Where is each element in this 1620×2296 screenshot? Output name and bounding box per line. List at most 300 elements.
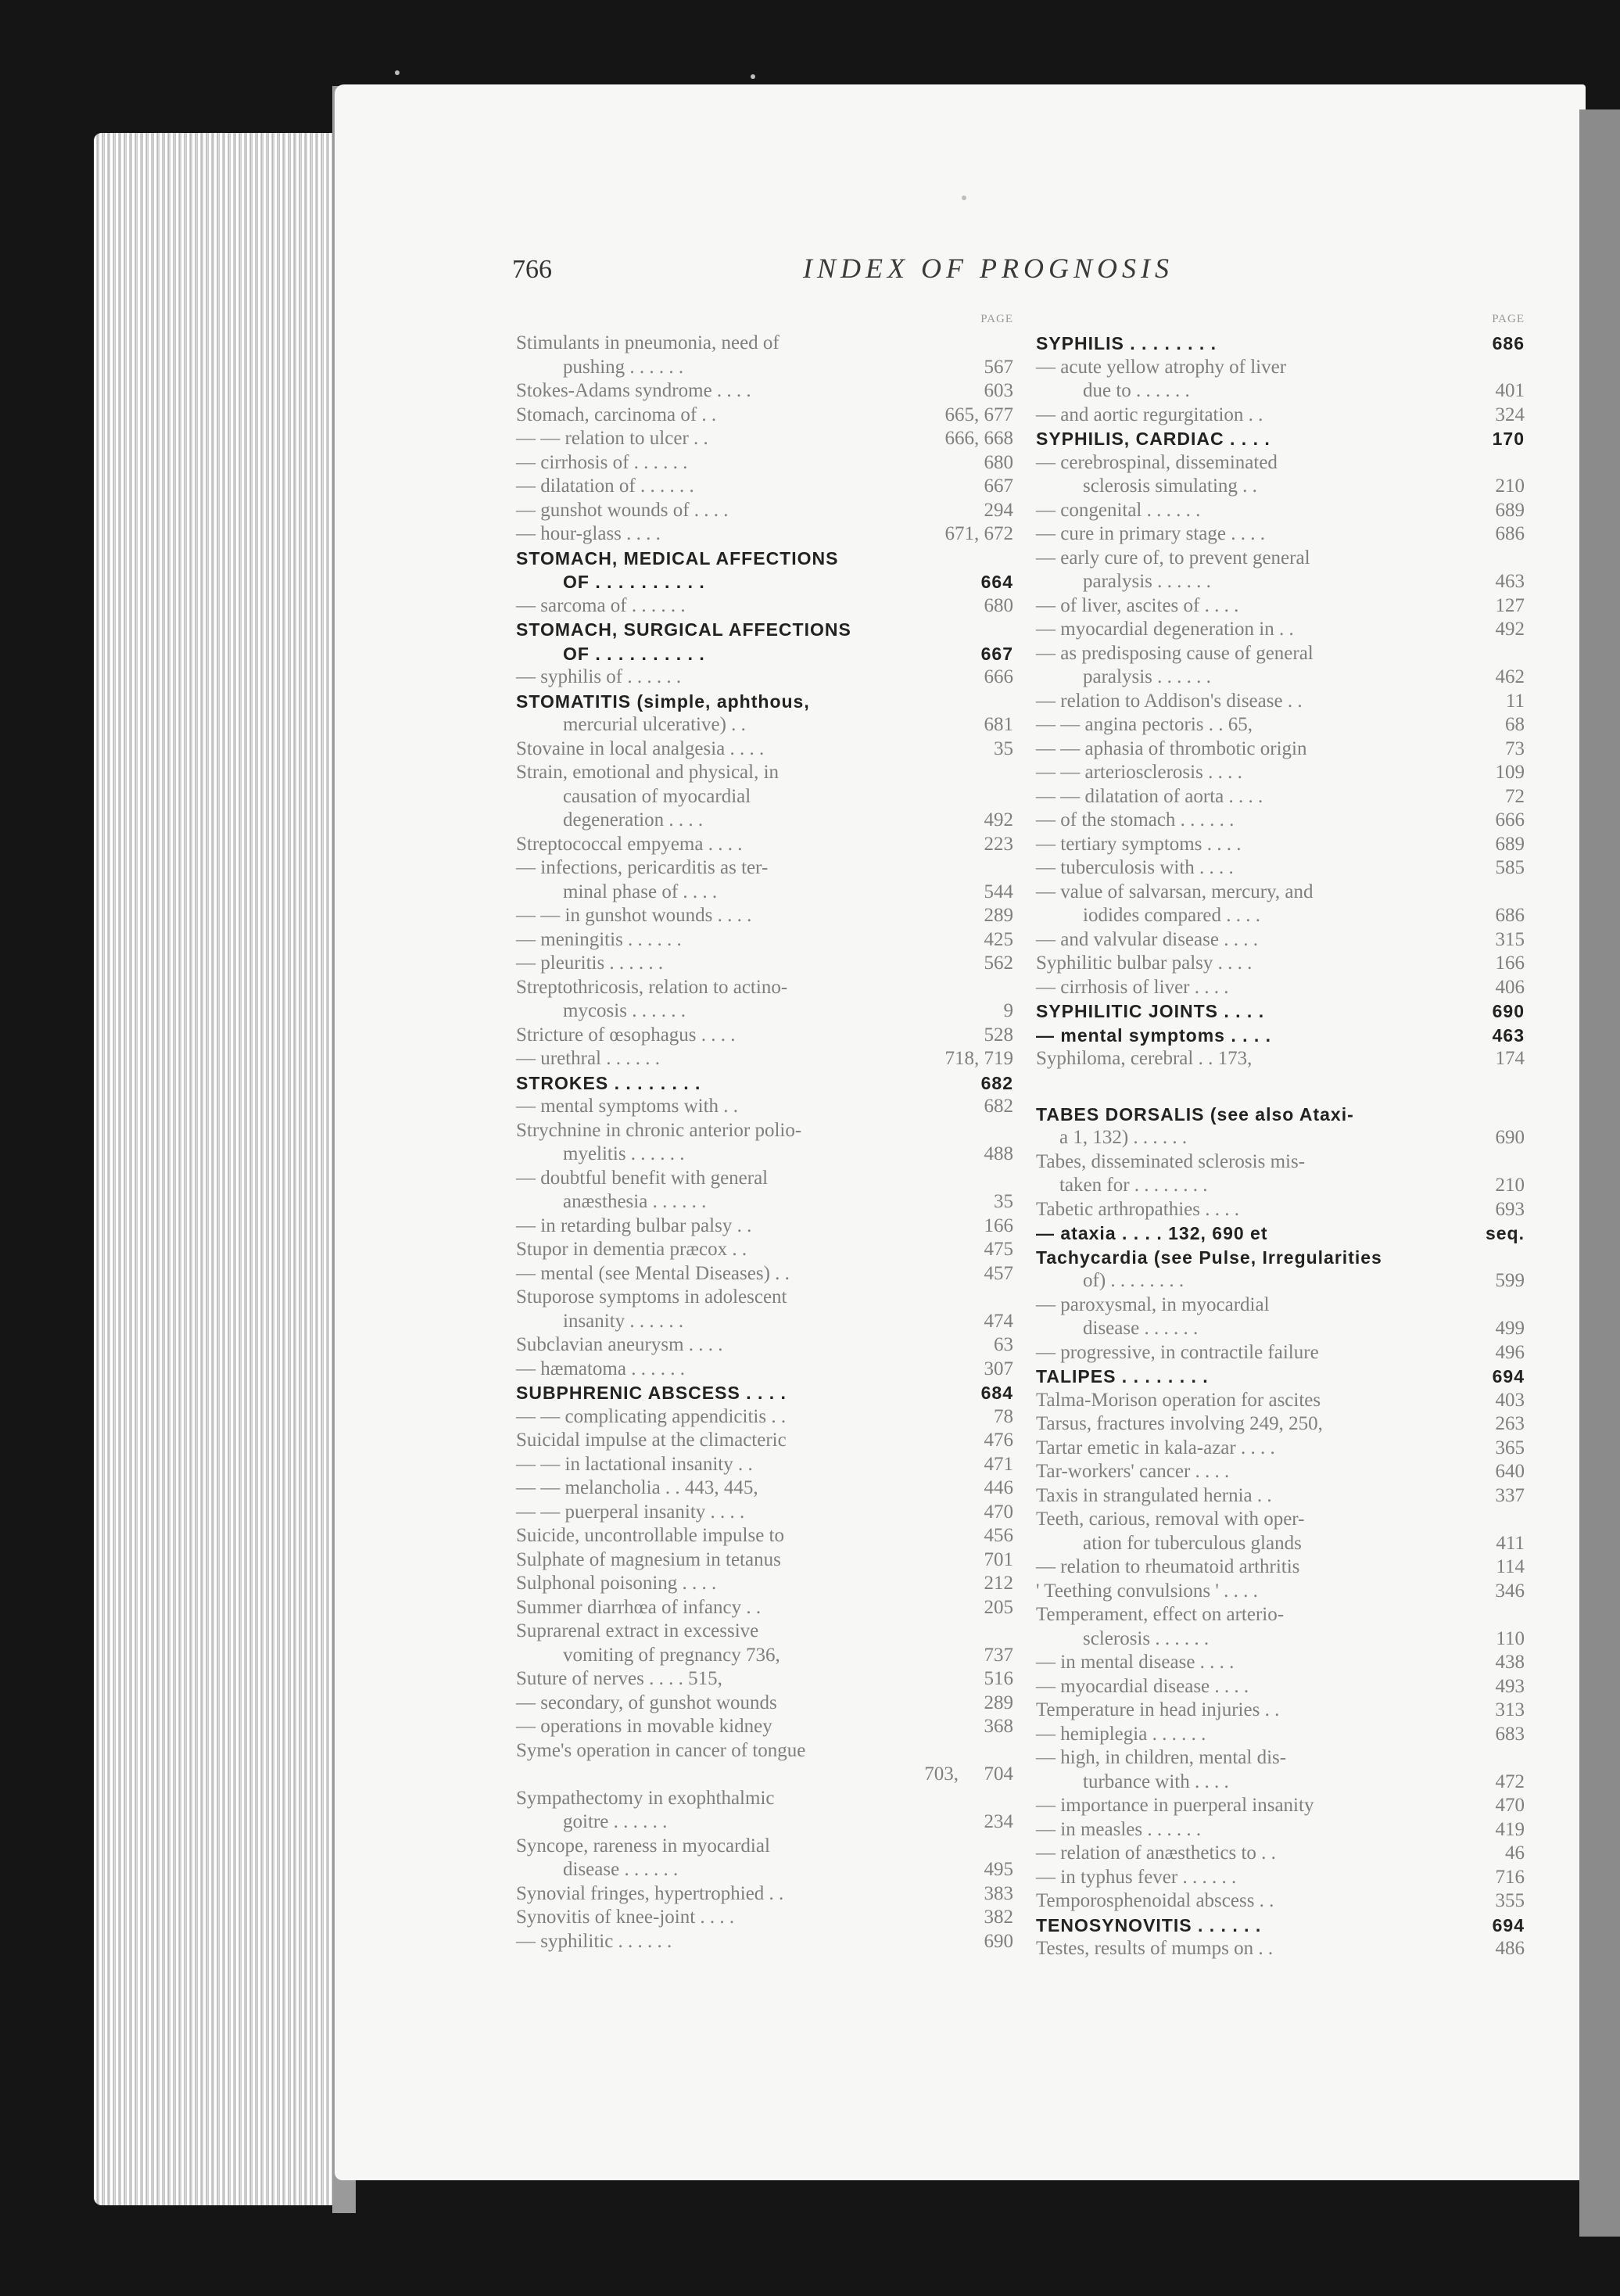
index-entry xyxy=(1036,1071,1525,1103)
index-entry-page: 689 xyxy=(1495,499,1525,521)
index-entry-text: — cirrhosis of . . . . . . xyxy=(516,451,688,473)
index-entry-page: 346 xyxy=(1495,1580,1525,1602)
index-entry xyxy=(516,1119,1013,1143)
index-entry xyxy=(1036,761,1525,785)
index-entry xyxy=(516,1667,1013,1692)
index-entry xyxy=(1036,379,1525,404)
page-number: 766 xyxy=(512,255,552,284)
index-entry-page: 694 xyxy=(1492,1366,1525,1387)
index-entry xyxy=(1036,785,1525,809)
index-entry-text: TALIPES . . . . . . . . xyxy=(1036,1366,1209,1387)
index-entry-page: 406 xyxy=(1495,976,1525,998)
index-entry xyxy=(1036,713,1525,737)
index-entry xyxy=(516,522,1013,547)
index-entry xyxy=(516,1333,1013,1358)
index-entry-page: 114 xyxy=(1496,1556,1525,1577)
index-entry-page: 127 xyxy=(1495,594,1525,616)
index-entry-page: 166 xyxy=(984,1214,1013,1236)
index-entry-page: 263 xyxy=(1495,1413,1525,1434)
index-entry xyxy=(1036,475,1525,499)
index-entry xyxy=(1036,427,1525,451)
index-entry-text: — of liver, ascites of . . . . xyxy=(1036,594,1239,616)
index-entry xyxy=(516,1358,1013,1382)
index-entry-text: turbance with . . . . xyxy=(1083,1770,1229,1792)
index-entry-text: SYPHILIS . . . . . . . . xyxy=(1036,333,1217,353)
index-entry-page: 680 xyxy=(984,594,1013,616)
index-entry-text: — — arteriosclerosis . . . . xyxy=(1036,762,1242,783)
index-entry xyxy=(516,1739,1013,1763)
page-header xyxy=(512,252,1529,291)
index-entry xyxy=(516,1715,1013,1739)
index-entry-text: — infections, pericarditis as ter- xyxy=(516,857,769,878)
index-entry xyxy=(1036,1699,1525,1723)
index-entry-text: Summer diarrhœa of infancy . . xyxy=(516,1596,762,1618)
index-entry xyxy=(516,1143,1013,1167)
index-entry-text: — — aphasia of thrombotic origin xyxy=(1036,737,1307,759)
index-entry-text: — and valvular disease . . . . xyxy=(1036,928,1258,950)
index-entry-page: 289 xyxy=(984,905,1013,926)
index-entry xyxy=(516,1524,1013,1548)
index-entry-page: 666 xyxy=(1495,809,1525,831)
index-entry-page: 289 xyxy=(984,1692,1013,1713)
index-entry xyxy=(1036,1437,1525,1461)
index-entry-text: — syphilitic . . . . . . xyxy=(516,1930,672,1952)
index-entry-text: SYPHILIS, CARDIAC . . . . xyxy=(1036,429,1271,449)
index-entry-text: due to . . . . . . xyxy=(1083,380,1190,401)
index-entry xyxy=(516,1381,1013,1405)
index-entry-page: 411 xyxy=(1496,1532,1525,1554)
index-entry-text: paralysis . . . . . . xyxy=(1083,666,1211,687)
index-entry-page: 35 xyxy=(994,737,1013,759)
index-entry xyxy=(516,570,1013,594)
index-entry xyxy=(1036,1365,1525,1389)
index-entry xyxy=(1036,833,1525,857)
index-entry-page: 382 xyxy=(984,1907,1013,1928)
index-entry-text: STOMACH, MEDICAL AFFECTIONS xyxy=(516,547,839,569)
index-entry-text: — paroxysmal, in myocardial xyxy=(1036,1293,1270,1315)
index-entry xyxy=(516,737,1013,762)
index-entry-text: Suprarenal extract in excessive xyxy=(516,1620,759,1641)
index-entry-page: 205 xyxy=(984,1596,1013,1618)
index-entry xyxy=(516,1238,1013,1262)
index-entry-text: mycosis . . . . . . xyxy=(563,1000,686,1021)
index-entry xyxy=(1036,1460,1525,1484)
index-entry xyxy=(516,904,1013,928)
index-entry-text: Streptococcal empyema . . . . xyxy=(516,833,743,855)
index-entry xyxy=(516,1930,1013,1954)
index-entry xyxy=(516,881,1013,905)
index-entry xyxy=(516,379,1013,404)
index-entry-text: Stovaine in local analgesia . . . . xyxy=(516,737,765,759)
index-entry-page: 475 xyxy=(984,1239,1013,1260)
index-entry xyxy=(1036,451,1525,475)
dust-speck xyxy=(751,74,755,79)
index-entry xyxy=(516,952,1013,976)
dust-speck xyxy=(962,196,966,200)
index-entry xyxy=(1036,1889,1525,1914)
index-entry-text: — and aortic regurgitation . . xyxy=(1036,404,1263,425)
index-entry-page: 223 xyxy=(984,833,1013,855)
index-entry-text: Syme's operation in cancer of tongue xyxy=(516,1739,806,1761)
index-entry-text: Stricture of œsophagus . . . . xyxy=(516,1024,736,1046)
index-entry-text: causation of myocardial xyxy=(563,785,751,807)
index-entry-text: — relation of anæsthetics to . . xyxy=(1036,1842,1276,1864)
index-entry-text: — ataxia . . . . 132, 690 et xyxy=(1036,1223,1268,1243)
index-entry xyxy=(1036,1627,1525,1652)
index-entry-text: — tertiary symptoms . . . . xyxy=(1036,833,1242,855)
index-entry-text: insanity . . . . . . xyxy=(563,1310,684,1332)
index-entry-page: 471 xyxy=(984,1453,1013,1475)
index-entry xyxy=(516,1810,1013,1835)
index-entry-text: — relation to rheumatoid arthritis xyxy=(1036,1556,1300,1577)
index-entry-text: Syphiloma, cerebral . . 173, xyxy=(1036,1048,1253,1069)
index-entry xyxy=(1036,1024,1525,1048)
index-entry xyxy=(516,1572,1013,1596)
index-entry-text: STROKES . . . . . . . . xyxy=(516,1072,701,1093)
index-entry-text: — dilatation of . . . . . . xyxy=(516,475,694,497)
index-entry-page: 463 xyxy=(1495,571,1525,592)
index-entry xyxy=(516,1644,1013,1668)
index-entry-page: 419 xyxy=(1495,1818,1525,1840)
index-entry-page: 686 xyxy=(1492,333,1525,353)
book-cover-edge xyxy=(1579,109,1620,2237)
index-entry-text: — — in gunshot wounds . . . . xyxy=(516,905,752,926)
index-entry-text: Taxis in strangulated hernia . . xyxy=(1036,1484,1272,1506)
index-entry xyxy=(516,1310,1013,1334)
index-entry-page: 690 xyxy=(1492,1001,1525,1021)
index-entry-page: 11 xyxy=(1505,690,1525,712)
index-entry-text: — of the stomach . . . . . . xyxy=(1036,809,1235,831)
index-entry-page: 585 xyxy=(1495,857,1525,878)
index-entry-text: minal phase of . . . . xyxy=(563,881,718,902)
index-entry xyxy=(516,547,1013,571)
index-entry xyxy=(516,1548,1013,1573)
index-entry xyxy=(516,1429,1013,1453)
index-entry xyxy=(1036,1198,1525,1222)
index-entry-text: ' Teething convulsions ' . . . . xyxy=(1036,1580,1258,1602)
index-entry-text: — operations in movable kidney xyxy=(516,1716,772,1737)
index-entry-page: 492 xyxy=(1495,619,1525,640)
index-entry-text: anæsthesia . . . . . . xyxy=(563,1191,707,1212)
index-entry-text: — gunshot wounds of . . . . xyxy=(516,499,729,521)
index-entry-page: 457 xyxy=(984,1262,1013,1284)
index-entry xyxy=(1036,1174,1525,1198)
index-entry-page: 337 xyxy=(1495,1484,1525,1506)
index-entry-page: 170 xyxy=(1492,429,1525,449)
index-entry xyxy=(1036,737,1525,762)
index-entry-text: — cure in primary stage . . . . xyxy=(1036,523,1265,544)
index-entry xyxy=(516,451,1013,475)
index-entry-page: 470 xyxy=(1495,1795,1525,1816)
index-entry-page: 493 xyxy=(1495,1675,1525,1697)
index-entry xyxy=(1036,1794,1525,1818)
index-entry-text: mercurial ulcerative) . . xyxy=(563,714,746,735)
index-entry-text: OF . . . . . . . . . . xyxy=(563,572,705,592)
book-page-edges xyxy=(94,133,344,2205)
index-entry-text: a 1, 132) . . . . . . xyxy=(1059,1127,1188,1148)
index-entry xyxy=(516,833,1013,857)
index-entry-page: 212 xyxy=(984,1573,1013,1594)
index-entry-text: — early cure of, to prevent general xyxy=(1036,547,1310,569)
index-entry-page: 463 xyxy=(1492,1024,1525,1046)
index-entry-page: 701 xyxy=(984,1548,1013,1570)
index-column-right xyxy=(1036,313,1525,1961)
index-entry-text: — cirrhosis of liver . . . . xyxy=(1036,976,1229,998)
index-entry-page: 666, 668 xyxy=(944,428,1013,449)
index-entry-page: 516 xyxy=(984,1668,1013,1689)
index-entry-text: — hour-glass . . . . xyxy=(516,523,661,544)
index-entry-text: Subclavian aneurysm . . . . xyxy=(516,1334,723,1355)
index-entry xyxy=(1036,594,1525,619)
index-entry xyxy=(1036,1818,1525,1842)
index-entry xyxy=(1036,1269,1525,1293)
index-entry xyxy=(516,928,1013,952)
index-entry xyxy=(516,1024,1013,1048)
index-entry-page: 667 xyxy=(980,643,1013,664)
index-entry xyxy=(1036,809,1525,833)
index-entry xyxy=(516,356,1013,380)
index-entry-page: seq. xyxy=(1485,1223,1525,1243)
index-entry xyxy=(516,713,1013,737)
index-entry xyxy=(516,642,1013,666)
index-entry-text: — mental symptoms . . . . xyxy=(1036,1024,1272,1046)
index-entry-text: Sympathectomy in exophthalmic xyxy=(516,1787,775,1809)
index-entry-page: 499 xyxy=(1495,1318,1525,1339)
index-entry xyxy=(516,475,1013,499)
index-entry-text: Tar-workers' cancer . . . . xyxy=(1036,1461,1230,1482)
index-entry xyxy=(1036,1770,1525,1795)
index-entry xyxy=(516,1262,1013,1286)
index-entry-text: sclerosis . . . . . . xyxy=(1083,1627,1210,1649)
index-entry-text: Stokes-Adams syndrome . . . . xyxy=(516,380,751,401)
index-entry xyxy=(516,1476,1013,1501)
index-entry xyxy=(516,1071,1013,1096)
index-entry-text: Streptothricosis, relation to actino- xyxy=(516,976,788,998)
index-entry-text: Stupor in dementia præcox . . xyxy=(516,1239,747,1260)
index-entry xyxy=(516,618,1013,642)
index-entry xyxy=(1036,1341,1525,1365)
index-entry-page: 682 xyxy=(980,1072,1013,1093)
index-column-left xyxy=(516,313,1013,1953)
index-entry xyxy=(516,1787,1013,1811)
index-entry-text: Tachycardia (see Pulse, Irregularities xyxy=(1036,1247,1382,1268)
index-entry-text: — in mental disease . . . . xyxy=(1036,1652,1235,1673)
index-entry xyxy=(516,1453,1013,1477)
index-entry-page: 599 xyxy=(1495,1270,1525,1291)
index-entry xyxy=(1036,999,1525,1024)
index-entry-text: — syphilis of . . . . . . xyxy=(516,666,682,687)
index-entry-text: STOMACH, SURGICAL AFFECTIONS xyxy=(516,619,851,640)
index-entry xyxy=(516,856,1013,881)
index-entry-page: 716 xyxy=(1495,1866,1525,1888)
index-entry-page: 684 xyxy=(980,1383,1013,1403)
index-entry xyxy=(1036,976,1525,1000)
index-entry xyxy=(1036,1484,1525,1509)
index-entry-page: 456 xyxy=(984,1525,1013,1546)
index-entry-text: Suicide, uncontrollable impulse to xyxy=(516,1525,784,1546)
index-entry-text: — in typhus fever . . . . . . xyxy=(1036,1866,1237,1888)
index-entry xyxy=(516,1763,1013,1787)
index-entry-text: Stimulants in pneumonia, need of xyxy=(516,332,780,353)
index-entry xyxy=(516,1286,1013,1310)
index-entry xyxy=(1036,1746,1525,1770)
index-entry-page: 9 xyxy=(1003,1000,1013,1021)
index-entry xyxy=(516,665,1013,690)
index-entry-text: — in retarding bulbar palsy . . xyxy=(516,1214,752,1236)
index-entry-text: pushing . . . . . . xyxy=(563,356,684,378)
index-entry xyxy=(1036,618,1525,642)
index-entry-text: OF . . . . . . . . . . xyxy=(563,643,705,664)
index-entry-page: 474 xyxy=(984,1310,1013,1332)
index-entry-text: goitre . . . . . . xyxy=(563,1811,668,1832)
index-entry xyxy=(516,1214,1013,1239)
index-entry-text: — congenital . . . . . . xyxy=(1036,499,1201,521)
index-entry xyxy=(1036,856,1525,881)
index-entry-page: 664 xyxy=(980,572,1013,592)
index-entry-text: Strychnine in chronic anterior polio- xyxy=(516,1119,802,1141)
index-entry xyxy=(1036,1246,1525,1270)
index-entry-page: 528 xyxy=(984,1024,1013,1046)
index-entry-text: — as predisposing cause of general xyxy=(1036,642,1314,664)
index-entry-text: Temperature in head injuries . . xyxy=(1036,1699,1280,1720)
index-entry xyxy=(516,1692,1013,1716)
index-entry xyxy=(1036,1866,1525,1890)
index-entry-text: — mental symptoms with . . xyxy=(516,1096,739,1117)
index-entry-page: 365 xyxy=(1495,1437,1525,1458)
index-entry-text: — — relation to ulcer . . xyxy=(516,428,708,449)
index-entry-text: TENOSYNOVITIS . . . . . . xyxy=(1036,1914,1262,1935)
index-entry xyxy=(1036,1126,1525,1150)
index-entries xyxy=(1036,332,1525,1961)
index-entry-text: — myocardial degeneration in . . xyxy=(1036,619,1294,640)
index-entry-text: Tartar emetic in kala-azar . . . . xyxy=(1036,1437,1275,1458)
index-entry-page: 671, 672 xyxy=(944,523,1013,544)
index-entry-page: 683 xyxy=(1495,1723,1525,1745)
index-entry-page: 210 xyxy=(1495,475,1525,497)
index-entry-page: 315 xyxy=(1495,928,1525,950)
index-entry xyxy=(1036,1412,1525,1437)
index-entry-page: 690 xyxy=(984,1930,1013,1952)
index-entry-text: — — dilatation of aorta . . . . xyxy=(1036,785,1263,807)
index-entry-text: Tabes, disseminated sclerosis mis- xyxy=(1036,1150,1306,1172)
index-entry xyxy=(1036,356,1525,380)
index-entry-text: — hemiplegia . . . . . . xyxy=(1036,1723,1206,1745)
index-entry-page: 476 xyxy=(984,1430,1013,1451)
index-entry-text: — in measles . . . . . . xyxy=(1036,1818,1202,1840)
index-entry-text: Synovitis of knee-joint . . . . xyxy=(516,1907,735,1928)
index-entry-page: 488 xyxy=(984,1143,1013,1164)
index-entry-text: Suture of nerves . . . . 515, xyxy=(516,1668,722,1689)
index-entry-page: 495 xyxy=(984,1859,1013,1880)
index-entry-text: Temperament, effect on arterio- xyxy=(1036,1604,1285,1625)
index-entry-text: Tabetic arthropathies . . . . xyxy=(1036,1198,1239,1220)
index-entry-text: taken for . . . . . . . . xyxy=(1059,1175,1208,1196)
index-entry xyxy=(1036,1317,1525,1341)
index-entry xyxy=(1036,1222,1525,1246)
index-entry-text: Synovial fringes, hypertrophied . . xyxy=(516,1882,784,1904)
index-entry-text: — doubtful benefit with general xyxy=(516,1167,769,1189)
index-entry-page: 109 xyxy=(1495,762,1525,783)
index-entry-page: 355 xyxy=(1495,1890,1525,1911)
index-entry xyxy=(1036,1937,1525,1961)
index-entry-text: Sulphonal poisoning . . . . xyxy=(516,1573,717,1594)
index-entry-page: 425 xyxy=(984,928,1013,950)
index-entry-text: SUBPHRENIC ABSCESS . . . . xyxy=(516,1383,787,1403)
index-entry-text: — tuberculosis with . . . . xyxy=(1036,857,1234,878)
index-entry-text: Suicidal impulse at the climacteric xyxy=(516,1430,787,1451)
index-entry-text: Stuporose symptoms in adolescent xyxy=(516,1286,787,1308)
index-entry-page: 718, 719 xyxy=(944,1048,1013,1069)
index-entry xyxy=(516,499,1013,523)
index-entry-page: 472 xyxy=(1495,1770,1525,1792)
index-entry xyxy=(516,1167,1013,1191)
index-entry-text: myelitis . . . . . . xyxy=(563,1143,685,1164)
index-entry-page: 63 xyxy=(994,1334,1013,1355)
index-entry-page: 210 xyxy=(1495,1175,1525,1196)
index-entry-page: 486 xyxy=(1495,1938,1525,1959)
index-entry-page: 680 xyxy=(984,451,1013,473)
index-entry xyxy=(1036,332,1525,356)
index-entry-page: 383 xyxy=(984,1882,1013,1904)
index-entry-page: 686 xyxy=(1495,523,1525,544)
index-entry-page: 72 xyxy=(1505,785,1525,807)
index-entry xyxy=(516,1047,1013,1071)
index-entry-text: Syncope, rareness in myocardial xyxy=(516,1835,770,1857)
index-entry-page: 562 xyxy=(984,952,1013,974)
index-entry-page: 544 xyxy=(984,881,1013,902)
index-entry-text: sclerosis simulating . . xyxy=(1083,475,1257,497)
index-entry-page: 693 xyxy=(1495,1198,1525,1220)
index-entry-page: 665, 677 xyxy=(944,404,1013,425)
index-entry-page: 368 xyxy=(984,1716,1013,1737)
index-entry xyxy=(1036,904,1525,928)
index-entry xyxy=(516,404,1013,428)
index-entry xyxy=(516,1405,1013,1430)
index-entry-text: — relation to Addison's disease . . xyxy=(1036,690,1303,712)
index-entry-text: SYPHILITIC JOINTS . . . . xyxy=(1036,1001,1265,1021)
index-entry xyxy=(1036,1675,1525,1699)
index-entry-text: ation for tuberculous glands xyxy=(1083,1532,1302,1554)
index-entry-page: 78 xyxy=(994,1405,1013,1427)
index-entry xyxy=(516,999,1013,1024)
page-column-label: PAGE xyxy=(980,313,1013,325)
index-entry xyxy=(1036,570,1525,594)
index-entry-page: 640 xyxy=(1495,1461,1525,1482)
index-entry-page: 666 xyxy=(984,666,1013,687)
index-entry xyxy=(1036,547,1525,571)
index-entry-text: Sulphate of magnesium in tetanus xyxy=(516,1548,781,1570)
index-entry xyxy=(1036,1651,1525,1675)
index-entry-text: Temporosphenoidal abscess . . xyxy=(1036,1890,1274,1911)
index-entry-page: 166 xyxy=(1495,952,1525,974)
index-entry-text: — — in lactational insanity . . xyxy=(516,1453,753,1475)
index-entry xyxy=(1036,665,1525,690)
index-entry-text: — pleuritis . . . . . . xyxy=(516,952,664,974)
index-entry-page: 294 xyxy=(984,499,1013,521)
index-entry-text: disease . . . . . . xyxy=(1083,1318,1199,1339)
index-entry-page: 401 xyxy=(1495,380,1525,401)
index-entry xyxy=(516,594,1013,619)
index-entry-text: — cerebrospinal, disseminated xyxy=(1036,451,1278,473)
index-entry-text: 703, xyxy=(924,1763,959,1785)
index-entry-text: Stomach, carcinoma of . . xyxy=(516,404,717,425)
index-entry xyxy=(516,809,1013,833)
index-entry xyxy=(1036,1914,1525,1938)
index-entry-page: 470 xyxy=(984,1501,1013,1523)
index-entry xyxy=(516,1858,1013,1882)
index-entry-page: 403 xyxy=(1495,1389,1525,1411)
index-entries xyxy=(516,332,1013,1953)
